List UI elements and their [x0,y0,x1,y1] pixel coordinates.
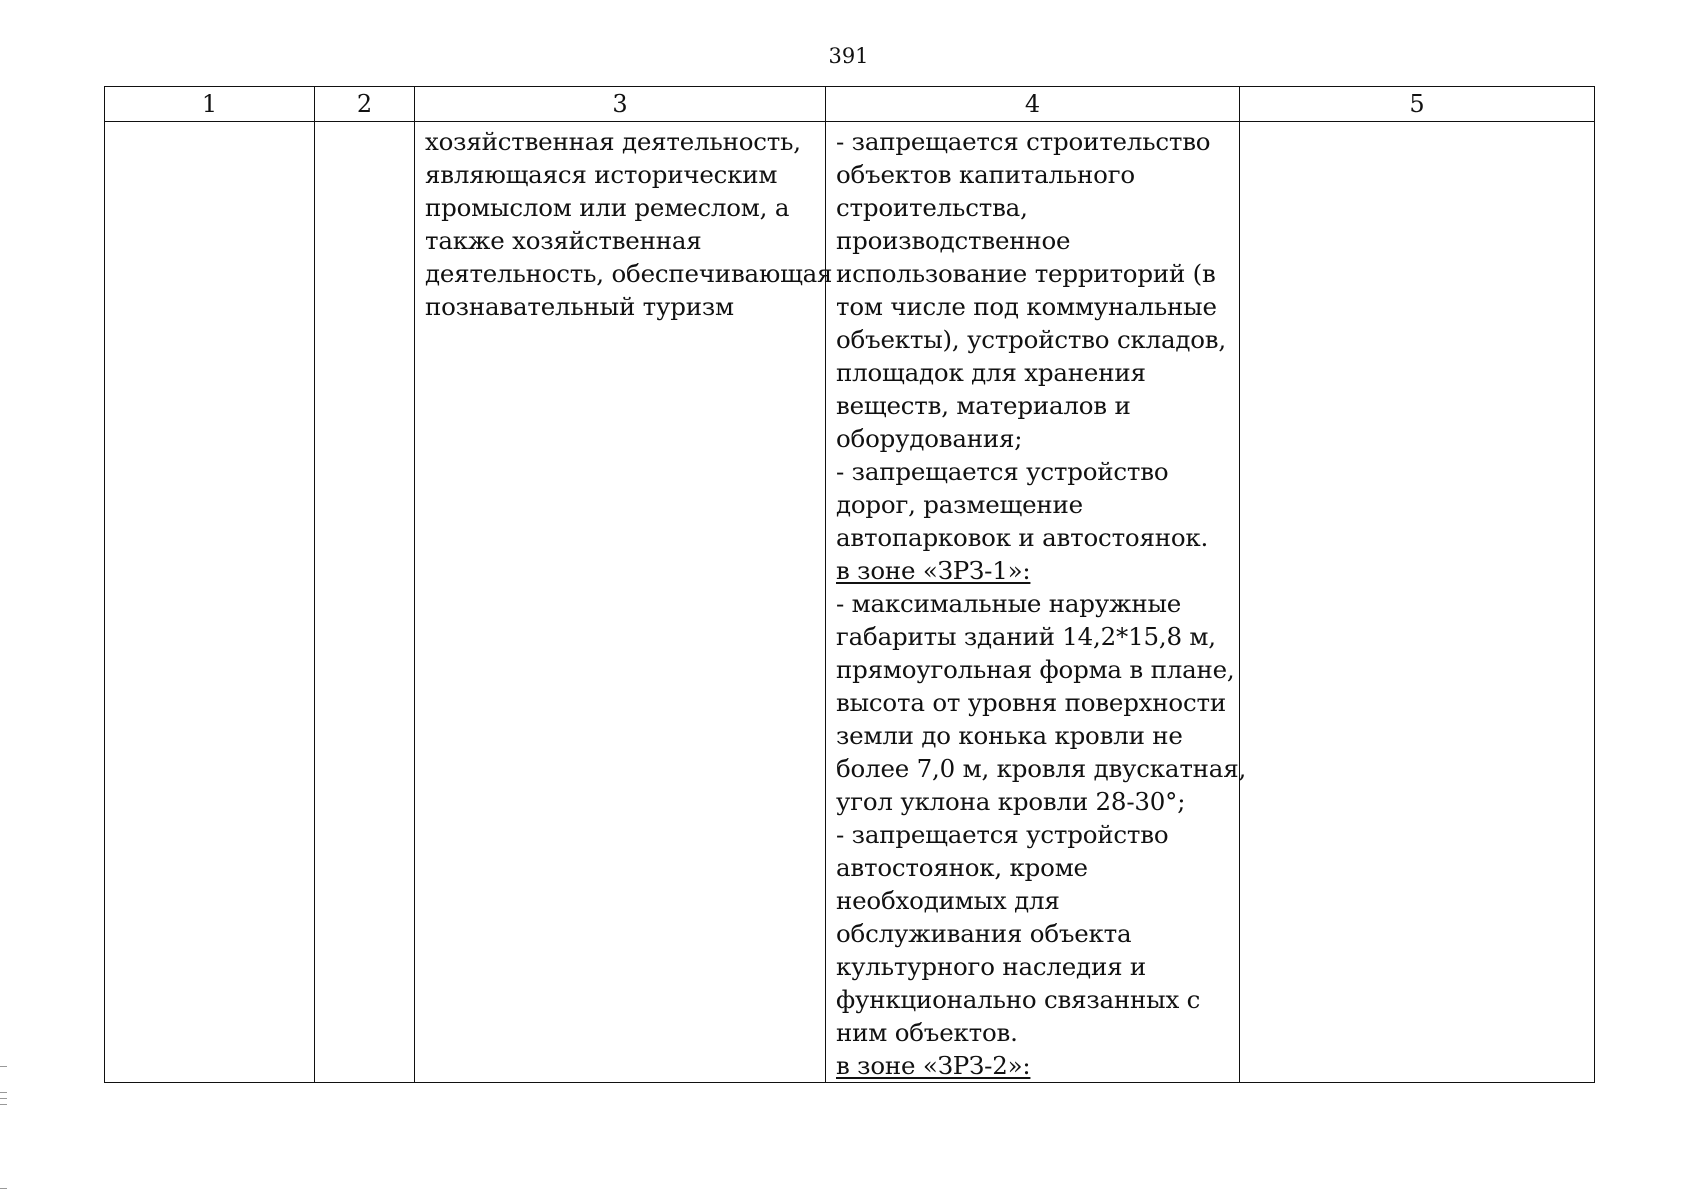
restriction-line: высота от уровня поверхности [836,688,1226,717]
table-header-row [105,87,1595,122]
cell-col-4 [826,122,1247,1083]
restriction-line: - запрещается устройство [836,457,1169,486]
restriction-line: габариты зданий 14,2*15,8 м, [836,622,1216,651]
scan-mark [0,1098,7,1099]
cell-col-1 [105,122,315,1083]
activity-line: хозяйственная деятельность, [425,127,801,156]
restriction-line: прямоугольная форма в плане, [836,655,1235,684]
header-col-2: 2 [315,87,415,122]
restriction-line: том числе под коммунальные [836,292,1217,321]
restriction-line: обслуживания объекта [836,919,1132,948]
header-col-3: 3 [415,87,826,122]
scan-mark [0,1066,7,1067]
restriction-line: угол уклона кровли 28-30°; [836,787,1186,816]
activity-line: являющаяся историческим [425,160,778,189]
restriction-line: более 7,0 м, кровля двускатная, [836,754,1247,783]
restriction-line: - максимальные наружные [836,589,1182,618]
restriction-line: - запрещается устройство [836,820,1169,849]
restriction-line: оборудования; [836,424,1023,453]
cell-col-2 [315,122,415,1083]
restriction-line: объекты), устройство складов, [836,325,1226,354]
restriction-line: автостоянок, кроме [836,853,1088,882]
activity-line: деятельность, обеспечивающая [425,259,833,288]
activity-line: промыслом или ремеслом, а [425,193,790,222]
restrictions-text [826,122,1247,1082]
cell-col-3 [415,122,833,1083]
restriction-line: культурного наследия и [836,952,1147,981]
restriction-line: в зоне «ЗРЗ-2»: [836,1051,1031,1080]
restriction-line: функционально связанных с [836,985,1201,1014]
restriction-line: использование территорий (в [836,259,1216,288]
document-table [104,86,1595,1083]
scan-mark [0,1188,7,1189]
cell-col-5 [1240,122,1595,1083]
activity-description [415,122,833,323]
header-col-1: 1 [105,87,315,122]
scan-mark [0,1092,7,1093]
restriction-line: веществ, материалов и [836,391,1131,420]
restriction-line: строительства, [836,193,1028,222]
restriction-line: необходимых для [836,886,1060,915]
header-col-4: 4 [826,87,1240,122]
restriction-line: автопарковок и автостоянок. [836,523,1209,552]
restriction-line: объектов капитального [836,160,1135,189]
page-number: 391 [828,44,869,68]
activity-line: также хозяйственная [425,226,702,255]
restriction-line: ним объектов. [836,1018,1018,1047]
restriction-line: площадок для хранения [836,358,1146,387]
table-row [105,122,1595,1083]
restriction-line: дорог, размещение [836,490,1083,519]
restriction-line: земли до конька кровли не [836,721,1183,750]
activity-line: познавательный туризм [425,292,734,321]
scan-mark [0,1104,7,1105]
restriction-line: - запрещается строительство [836,127,1211,156]
restriction-line: в зоне «ЗРЗ-1»: [836,556,1031,585]
restriction-line: производственное [836,226,1071,255]
header-col-5: 5 [1240,87,1595,122]
